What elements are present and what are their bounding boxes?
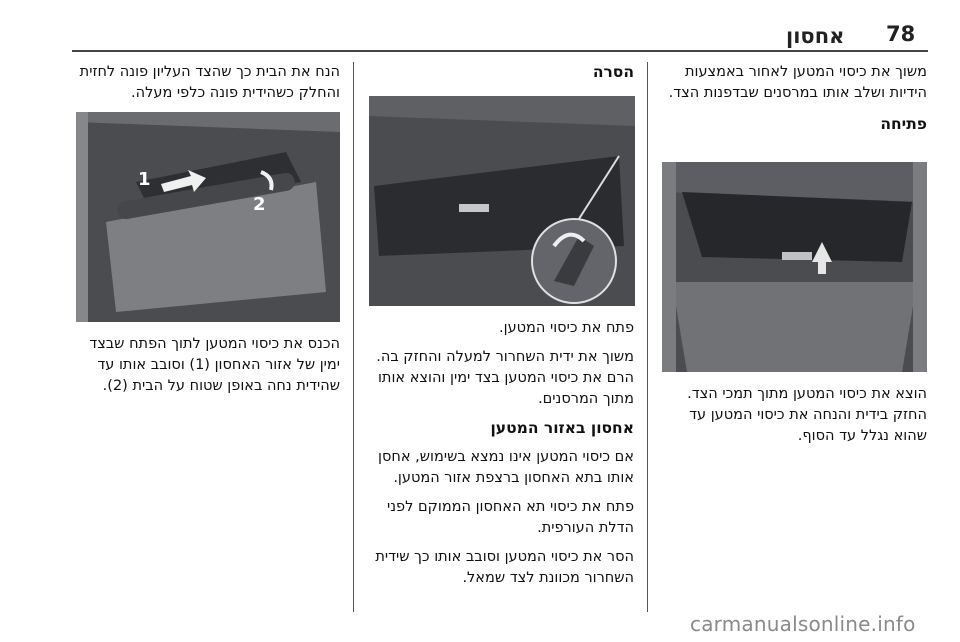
storage-text-2: פתח את כיסוי תא האחסון הממוקם לפני הדלת העורפית. bbox=[387, 499, 634, 536]
figure-label-2: 2 bbox=[253, 194, 266, 215]
cargo-cover-open-illustration bbox=[662, 162, 927, 372]
removal-text: משוך את ידית השחרור למעלה והחזק בה. הרם את כיסוי המטען בצד ימין והוצא אותו מתוך המרסנים. bbox=[376, 349, 634, 407]
column-divider-left bbox=[353, 62, 354, 612]
middle-column-lower bbox=[368, 318, 634, 597]
middle-column bbox=[368, 62, 634, 91]
storage-text-1: אם כיסוי המטען אינו נמצא בשימוש, אחסן אותו בתא האחסון ברצפת אזור המטען. bbox=[378, 449, 634, 486]
watermark: carmanualsonline.info bbox=[690, 612, 916, 636]
chapter-title: אחסון bbox=[786, 24, 845, 48]
heading-opening: פתיחה bbox=[880, 115, 927, 133]
storage-text-3: הסר את כיסוי המטען וסובב אותו כך שידית השחרור מכוונת לצד שמאל. bbox=[375, 549, 634, 586]
figure-label-1: 1 bbox=[138, 169, 151, 190]
figure-opening bbox=[662, 162, 927, 372]
figure-storage bbox=[76, 112, 340, 322]
right-column-lower bbox=[661, 384, 927, 455]
heading-removal: הסרה bbox=[592, 63, 634, 81]
figure-removal bbox=[369, 96, 635, 306]
right-intro-text: משוך את כיסוי המטען לאחור באמצעות הידיות ושלב אותו במרסנים שבדפנות הצד. bbox=[668, 64, 927, 101]
cargo-cover-storage-illustration bbox=[76, 112, 340, 322]
column-divider-right bbox=[647, 62, 648, 612]
left-column-lower bbox=[76, 334, 340, 405]
left-body-text: הכנס את כיסוי המטען לתוך הפתח שבצד ימין של אזור האחסון (1) וסובב אותו עד שהידית נחה באופן שטוח על הבית (2). bbox=[89, 336, 340, 394]
header-rule bbox=[72, 50, 928, 52]
left-intro-text: הנח את הבית כך שהצד העליון פונה לחזית והחלק כשהידית פונה כלפי מעלה. bbox=[79, 64, 340, 101]
removal-caption: פתח את כיסוי המטען. bbox=[499, 320, 634, 336]
right-body-text: הוצא את כיסוי המטען מתוך תמכי הצד. החזק בידית והנחה את כיסוי המטען עד שהוא נגלל עד הסוף. bbox=[687, 386, 927, 444]
heading-storage: אחסון באזור המטען bbox=[490, 419, 634, 437]
left-column bbox=[76, 62, 340, 112]
cargo-cover-release-illustration bbox=[369, 96, 635, 306]
page-number: 78 bbox=[886, 22, 916, 46]
right-column bbox=[661, 62, 927, 143]
page-header bbox=[0, 0, 960, 56]
